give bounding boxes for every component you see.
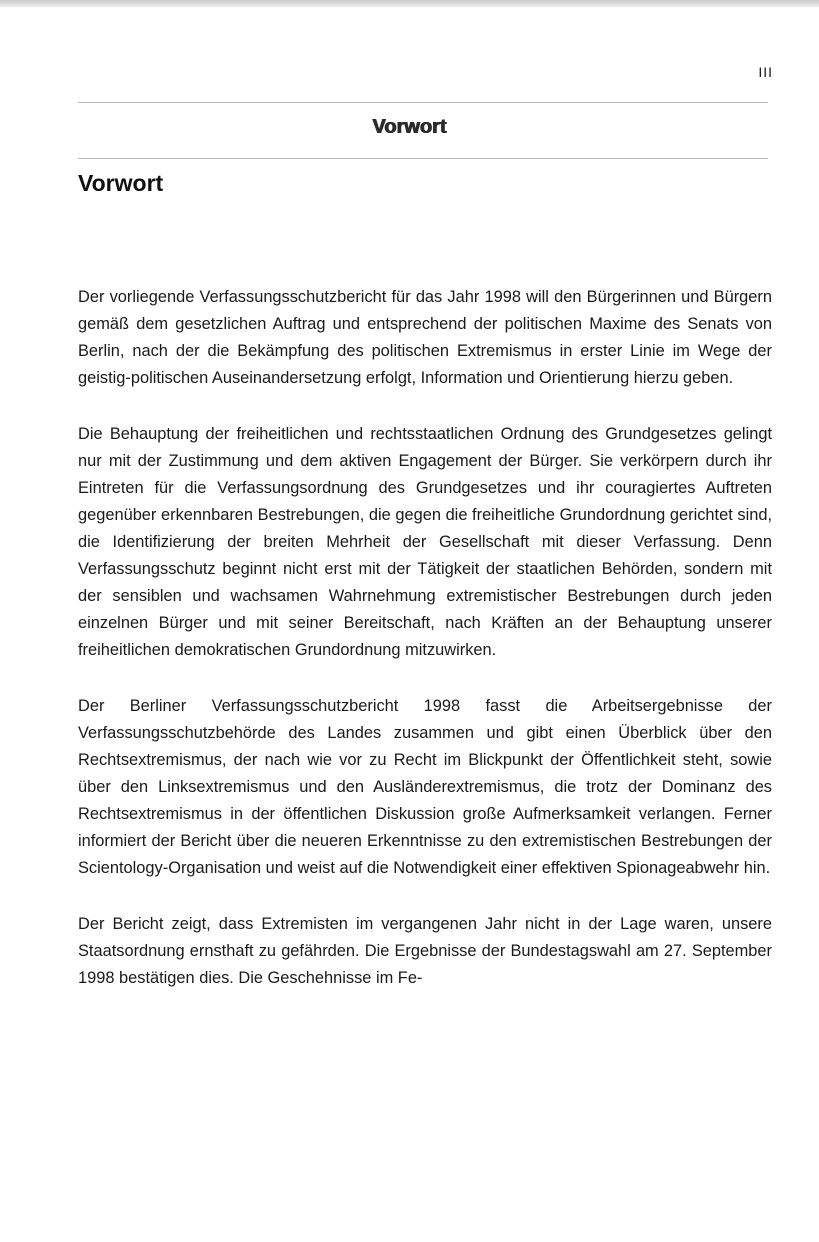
- paragraph-2: Die Behauptung der freiheitlichen und rechtsstaatlichen Ordnung des Grundgesetzes gelingt nur mit der Zustimmung und dem aktiven Engagement der Bürger. Sie verkörpern durch ihr Eintreten für die Verfassungsordnung des Grundgesetzes und ihr couragiertes Auftreten gegenüber erkennbaren Bestrebungen, die gegen die freiheitliche Grundordnung gerichtet sind, die Identifizierung der breiten Mehrheit der Gesellschaft mit dieser Verfassung. Denn Verfassungsschutz beginnt nicht erst mit der Tätigkeit der staatlichen Behörden, sondern mit der sensiblen und wachsamen Wahrnehmung extremistischer Bestrebungen durch jeden einzelnen Bürger und mit seiner Bereitschaft, nach Kräften an der Behauptung unserer freiheitlichen demokratischen Grundordnung mitzuwirken.: [78, 425, 772, 659]
- paragraph-4: Der Bericht zeigt, dass Extremisten im vergangenen Jahr nicht in der Lage waren, unsere Staatsordnung ernsthaft zu gefährden. Die Ergebnisse der Bundestagswahl am 27. September 1998 bestätigen dies. Die Geschehnisse im Fe-: [78, 915, 772, 987]
- header-rule-top: [78, 102, 768, 103]
- chapter-title: Vorwort: [78, 170, 164, 196]
- paragraph-3: Der Berliner Verfassungsschutzbericht 1998 fasst die Arbeitsergebnisse der Verfassungsschutzbehörde des Landes zusammen und gibt einen Überblick über den Rechtsextremismus, der nach wie vor zu Recht im Blickpunkt der Öffentlichkeit steht, sowie über den Linksextremismus und den Ausländerextremismus, die trotz der Dominanz des Rechtsextremismus in der öffentlichen Diskussion große Aufmerksamkeit verlangen. Ferner informiert der Bericht über die neueren Erkenntnisse zu den extremistischen Bestrebungen der Scientology-Organisation und weist auf die Notwendigkeit einer effektiven Spionageabwehr hin.: [78, 697, 772, 877]
- running-head: Vorwort: [372, 116, 447, 138]
- body-text: [78, 284, 772, 1021]
- header-rule-bottom: [78, 158, 768, 159]
- paragraph-1: Der vorliegende Verfassungsschutzbericht für das Jahr 1998 will den Bürgerinnen und Bürgern gemäß dem gesetzlichen Auftrag und entsprechend der politischen Maxime des Senats von Berlin, nach der die Bekämpfung des politischen Extremismus in erster Linie im Wege der geistig-politischen Auseinandersetzung erfolgt, Information und Orientierung hierzu geben.: [78, 288, 772, 387]
- scan-edge: [0, 0, 819, 7]
- page-number: III: [758, 64, 773, 80]
